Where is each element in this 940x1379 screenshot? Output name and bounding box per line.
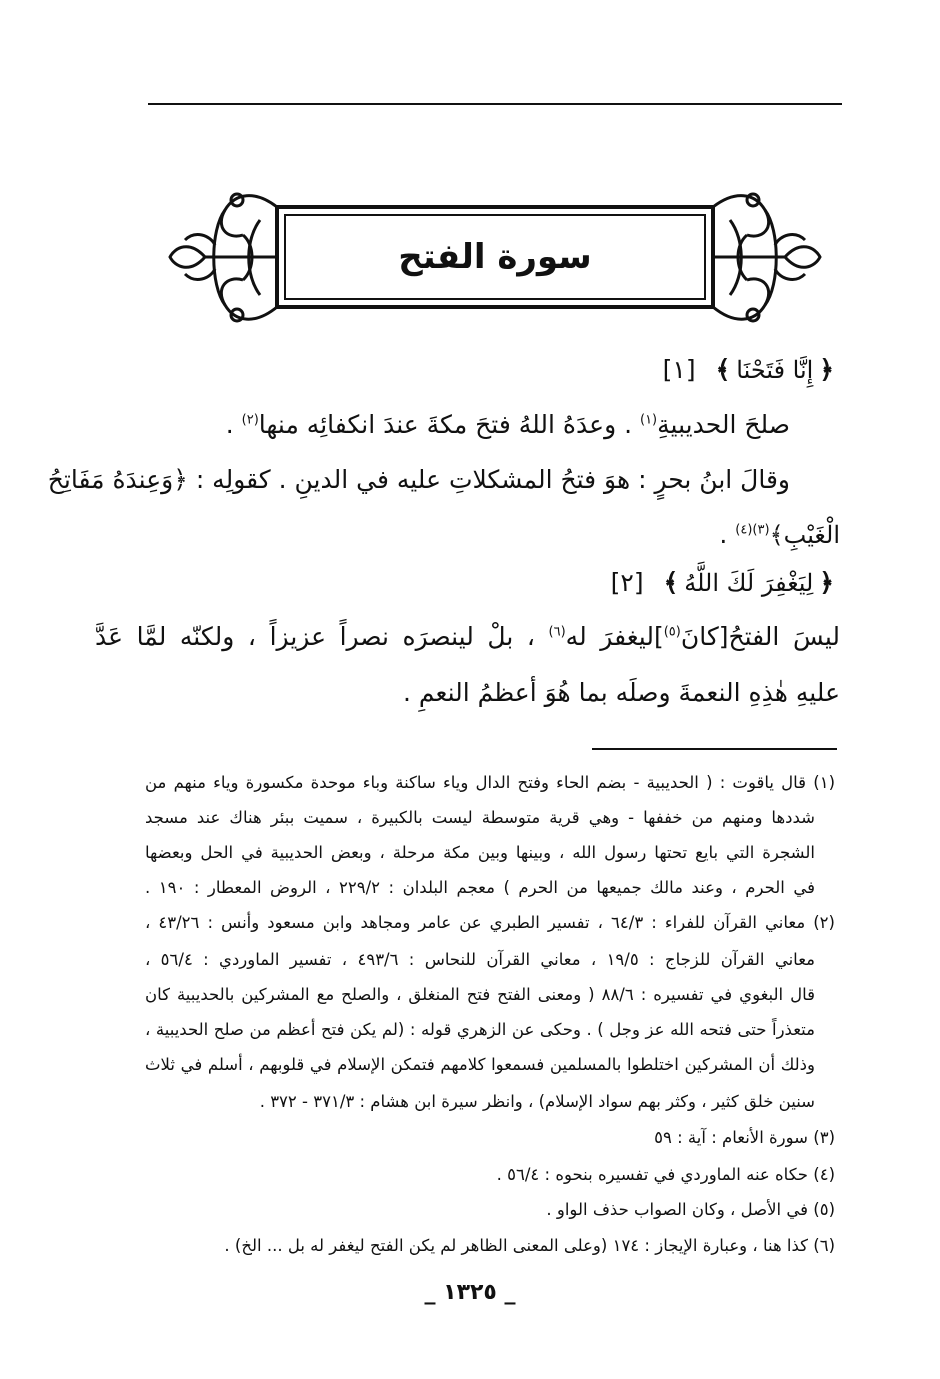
footnote-line: (٤) حكاه عنه الماوردي في تفسيره بنحوه : ٥٦/٤ .	[496, 1165, 835, 1184]
footnote-ref: (٢)	[241, 412, 259, 428]
commentary-text: .	[225, 410, 242, 439]
verse-close-bracket: ﴾	[663, 568, 679, 597]
commentary-text: صلحَ الحديبيةِ	[657, 410, 790, 439]
quran-quote: الْغَيْبِ﴾	[769, 521, 840, 549]
verse-1-line	[95, 355, 840, 384]
footnote-line: شددها ومنهم من خففها - وهي قرية متوسطة ليست بالكبيرة ، سميت ببئر هناك عند مسجد	[145, 808, 815, 827]
footnote-line: (٥) في الأصل ، وكان الصواب حذف الواو .	[546, 1200, 835, 1219]
footnote-line: متعذراً حتى فتحه الله عز وجل ) . وحكى عن الزهري قوله : (لم يكن فتح أعظم من صلح الحديبية ،	[145, 1020, 815, 1039]
verse-open-bracket: ﴿	[819, 568, 834, 597]
commentary-line	[47, 465, 790, 494]
footnote-ref: (٦)	[548, 624, 566, 640]
footnote-line: قال البغوي في تفسيره : ٨٨/٦ ( ومعنى الفتح فتح المنغلق ، والصلح مع المشركين بالحديبية كان	[145, 985, 816, 1004]
footnote-line: (٢) معاني القرآن للفراء : ٦٤/٣ ، تفسير الطبري عن عامر ومجاهد وابن مسعود وأنس : ٤٣/٢٦ ،	[145, 913, 835, 932]
footnote-ref: (٣)(٤)	[735, 522, 770, 538]
verse-open-bracket: ﴿	[819, 355, 834, 384]
surah-header-frame	[165, 185, 825, 330]
verse-text: إِنَّا فَتَحْنَا	[736, 356, 814, 384]
commentary-text: .	[719, 520, 736, 549]
page-number: _ ١٣٢٥ _	[424, 1280, 516, 1305]
commentary-text: عليهِ هٰذِهِ النعمةَ وصلَه بما هُوَ أعظمُ النعمِ .	[402, 678, 840, 707]
surah-title: سورة الفتح	[398, 237, 592, 277]
commentary-text: ليسَ الفتحُ[كانَ	[680, 622, 840, 651]
commentary-text: وقالَ ابنُ بحرٍ : هوَ فتحُ المشكلاتِ عليه في الدينِ . كقولِه : ﴿وَعِندَهُ مَفَاتِحُ	[47, 465, 790, 494]
footnote-line: سنين خلق كثير ، وكثر بهم سواد الإسلام) ، وانظر سيرة ابن هشام : ٣٧١/٣ - ٣٧٢ .	[259, 1092, 815, 1111]
verse-close-bracket: ﴾	[715, 355, 731, 384]
footnote-line: معاني القرآن للزجاج : ١٩/٥ ، معاني القرآن للنحاس : ٤٩٣/٦ ، تفسير الماوردي : ٥٦/٤ ،	[145, 950, 815, 969]
commentary-text: ]ليغفرَ له	[565, 622, 664, 651]
commentary-line	[95, 678, 840, 707]
footnote-line: الشجرة التي بايع تحتها رسول الله ، وبينها وبين مكة مرحلة ، وبعض الحديبية في الحل وبعضها	[145, 843, 815, 862]
ayah-number: [١]	[662, 355, 696, 384]
verse-2-line	[95, 568, 840, 597]
footnote-line: (٦) كذا هنا ، وعبارة الإيجاز : ١٧٤ (وعلى المعنى الظاهر لم يكن الفتح ليغفر له بل ... الخ) .	[224, 1236, 835, 1255]
footnote-line: (١) قال ياقوت : ( الحديبية - بضم الحاء وفتح الدال وياء ساكنة وباء موحدة مكسورة وياء منهم من	[145, 773, 835, 792]
footnote-separator	[592, 748, 837, 750]
footnote-line: في الحرم ، وعند مالك جميعها من الحرم ) معجم البلدان : ٢٢٩/٢ ، الروض المعطار : ١٩٠ .	[145, 878, 815, 897]
commentary-line	[95, 622, 840, 651]
commentary-text: . وعدَهُ اللهُ فتحَ مكةَ عندَ انكفائِه منها	[258, 410, 640, 439]
ayah-number: [٢]	[610, 568, 644, 597]
footnote-line: (٣) سورة الأنعام : آية : ٥٩	[654, 1128, 835, 1147]
commentary-text: ، بلْ لينصرَه نصراً عزيزاً ، ولكنّه لمَّا عَدَّ	[95, 622, 549, 651]
commentary-line	[95, 520, 840, 549]
top-rule	[148, 103, 842, 105]
footnote-ref: (٥)	[663, 624, 681, 640]
footnote-line: وذلك أن المشركين اختلطوا بالمسلمين فسمعوا كلامهم فتمكن الإسلام في قلوبهم ، أسلم في ثلاث	[145, 1055, 815, 1074]
verse-text: لِيَغْفِرَ لَكَ اللَّهُ	[684, 569, 814, 597]
commentary-line	[95, 410, 790, 439]
footnote-ref: (١)	[639, 412, 658, 428]
